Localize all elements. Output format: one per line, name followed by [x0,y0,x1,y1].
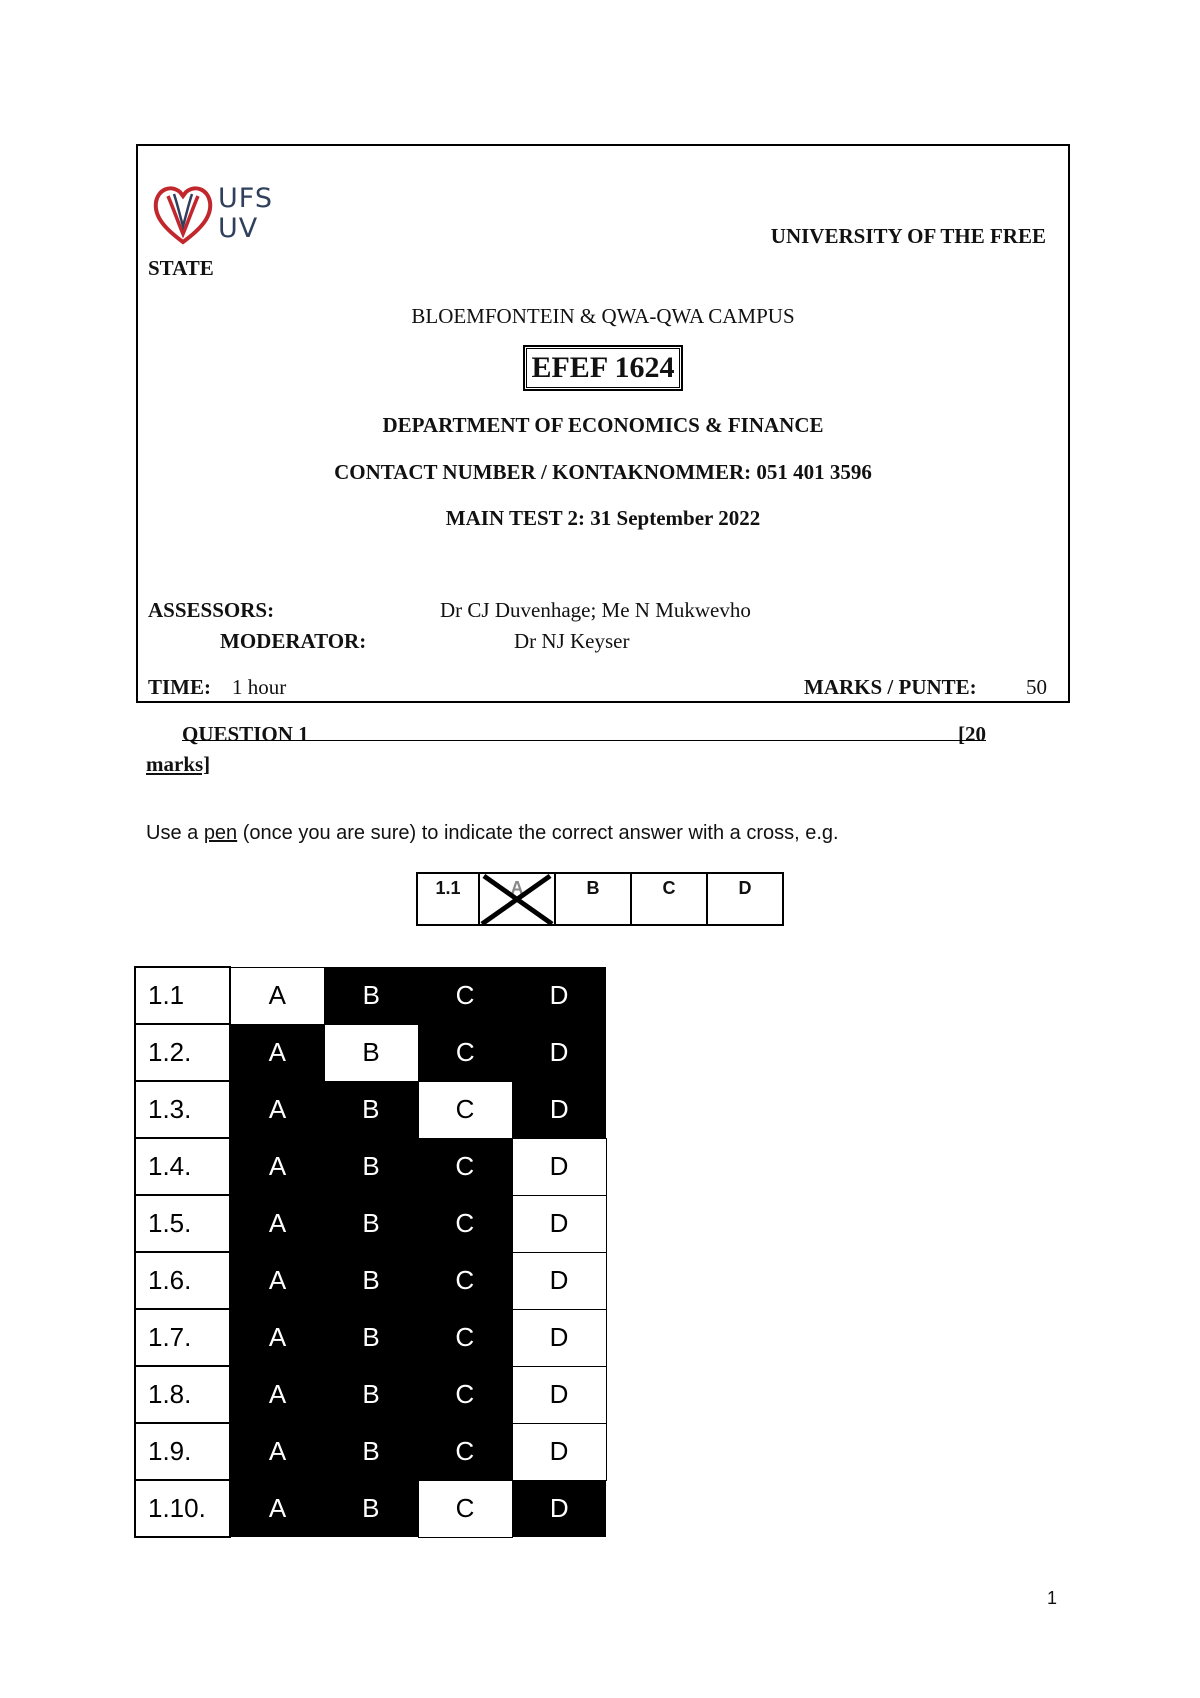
answer-option-b[interactable]: B [324,1309,418,1366]
question-marks-close: marks] [146,752,211,776]
contact-line: CONTACT NUMBER / KONTAKNOMMER: 051 401 3596 [334,460,872,484]
answer-option-a[interactable]: A [230,1024,324,1081]
answer-row [135,1366,606,1423]
assessors-value: Dr CJ Duvenhage; Me N Mukwevho [440,598,751,622]
example-option-a[interactable] [479,873,555,925]
ufs-logo [152,182,292,246]
example-answer-row [416,872,784,926]
answer-option-a[interactable]: A [230,1252,324,1309]
answer-question-number: 1.7. [135,1309,230,1366]
module-code: EFEF 1624 [524,346,681,390]
answer-question-number: 1.4. [135,1138,230,1195]
example-option-a-label: A [510,878,524,898]
answer-option-b[interactable]: B [324,1138,418,1195]
answer-row [135,1024,606,1081]
answer-option-d[interactable]: D [512,1138,606,1195]
question-underline [182,740,986,741]
answer-option-a[interactable]: A [230,1138,324,1195]
answer-option-c[interactable]: C [418,1138,512,1195]
answer-option-d[interactable]: D [512,1366,606,1423]
module-code-wrap [138,346,1068,390]
answer-option-d[interactable]: D [512,1081,606,1138]
answer-option-c[interactable]: C [418,1423,512,1480]
cover-box [136,144,1070,703]
answer-question-number: 1.3. [135,1081,230,1138]
answer-row [135,1081,606,1138]
answer-option-c[interactable]: C [418,967,512,1024]
example-option-c[interactable]: C [631,873,707,925]
answer-question-number: 1.5. [135,1195,230,1252]
answer-option-c[interactable]: C [418,1195,512,1252]
answer-row [135,1252,606,1309]
answer-row [135,1480,606,1537]
answer-option-d[interactable]: D [512,1195,606,1252]
assessors-label: ASSESSORS: [148,598,275,622]
marks-label: MARKS / PUNTE: [804,675,977,699]
answer-option-b[interactable]: B [324,1423,418,1480]
example-option-d[interactable]: D [707,873,783,925]
answer-option-a[interactable]: A [230,1081,324,1138]
answer-option-c[interactable]: C [418,1480,512,1537]
example-question-number: 1.1 [417,873,479,925]
answer-option-a[interactable]: A [230,1309,324,1366]
answer-question-number: 1.1 [135,967,230,1024]
answer-row [135,1138,606,1195]
university-name-line1: UNIVERSITY OF THE FREE [770,224,1046,248]
answer-option-b[interactable]: B [324,1252,418,1309]
moderator-label: MODERATOR: [220,629,367,653]
answer-option-d[interactable]: D [512,1480,606,1537]
logo-wordmark [218,184,273,244]
answer-option-a[interactable]: A [230,1423,324,1480]
campus-line: BLOEMFONTEIN & QWA-QWA CAMPUS [411,304,795,328]
answer-option-c[interactable]: C [418,1309,512,1366]
answer-option-d[interactable]: D [512,967,606,1024]
answer-option-a[interactable]: A [230,967,324,1024]
answer-row [135,1423,606,1480]
answer-question-number: 1.8. [135,1366,230,1423]
answer-option-c[interactable]: C [418,1366,512,1423]
cross-mark-icon [480,874,554,924]
answer-option-c[interactable]: C [418,1024,512,1081]
question-marks-open: [20 [958,722,986,746]
answer-row [135,1195,606,1252]
moderator-value: Dr NJ Keyser [514,629,630,653]
answer-option-d[interactable]: D [512,1024,606,1081]
answer-option-b[interactable]: B [324,1081,418,1138]
answer-row [135,1309,606,1366]
answer-question-number: 1.2. [135,1024,230,1081]
answer-grid [134,966,607,1538]
test-line: MAIN TEST 2: 31 September 2022 [445,506,761,530]
ufs-heart-logo-icon [152,182,214,246]
answer-question-number: 1.10. [135,1480,230,1537]
answer-option-d[interactable]: D [512,1423,606,1480]
answer-option-a[interactable]: A [230,1366,324,1423]
page-number: 1 [1047,1588,1058,1608]
answer-option-b[interactable]: B [324,1195,418,1252]
answer-option-b[interactable]: B [324,967,418,1024]
answer-option-d[interactable]: D [512,1252,606,1309]
answer-option-b[interactable]: B [324,1024,418,1081]
instruction-pre: Use a [146,822,204,844]
answer-option-b[interactable]: B [324,1480,418,1537]
answer-option-b[interactable]: B [324,1366,418,1423]
instruction-post: (once you are sure) to indicate the correct answer with a cross, e.g. [237,822,839,844]
marks-value: 50 [1026,675,1047,699]
logo-line1: UFS [218,183,273,214]
example-option-b[interactable]: B [555,873,631,925]
answer-option-c[interactable]: C [418,1081,512,1138]
answer-option-d[interactable]: D [512,1309,606,1366]
university-name-line2: STATE [148,256,214,280]
answer-question-number: 1.9. [135,1423,230,1480]
time-value: 1 hour [232,675,287,699]
answer-option-a[interactable]: A [230,1480,324,1537]
answer-row [135,967,606,1024]
answer-option-c[interactable]: C [418,1252,512,1309]
answer-question-number: 1.6. [135,1252,230,1309]
department-line: DEPARTMENT OF ECONOMICS & FINANCE [382,413,824,437]
instruction-text [146,822,839,845]
logo-line2: UV [218,213,259,244]
question-title: QUESTION 1 [182,722,309,746]
answer-option-a[interactable]: A [230,1195,324,1252]
instruction-pen: pen [203,822,238,844]
time-label: TIME: [148,675,211,699]
